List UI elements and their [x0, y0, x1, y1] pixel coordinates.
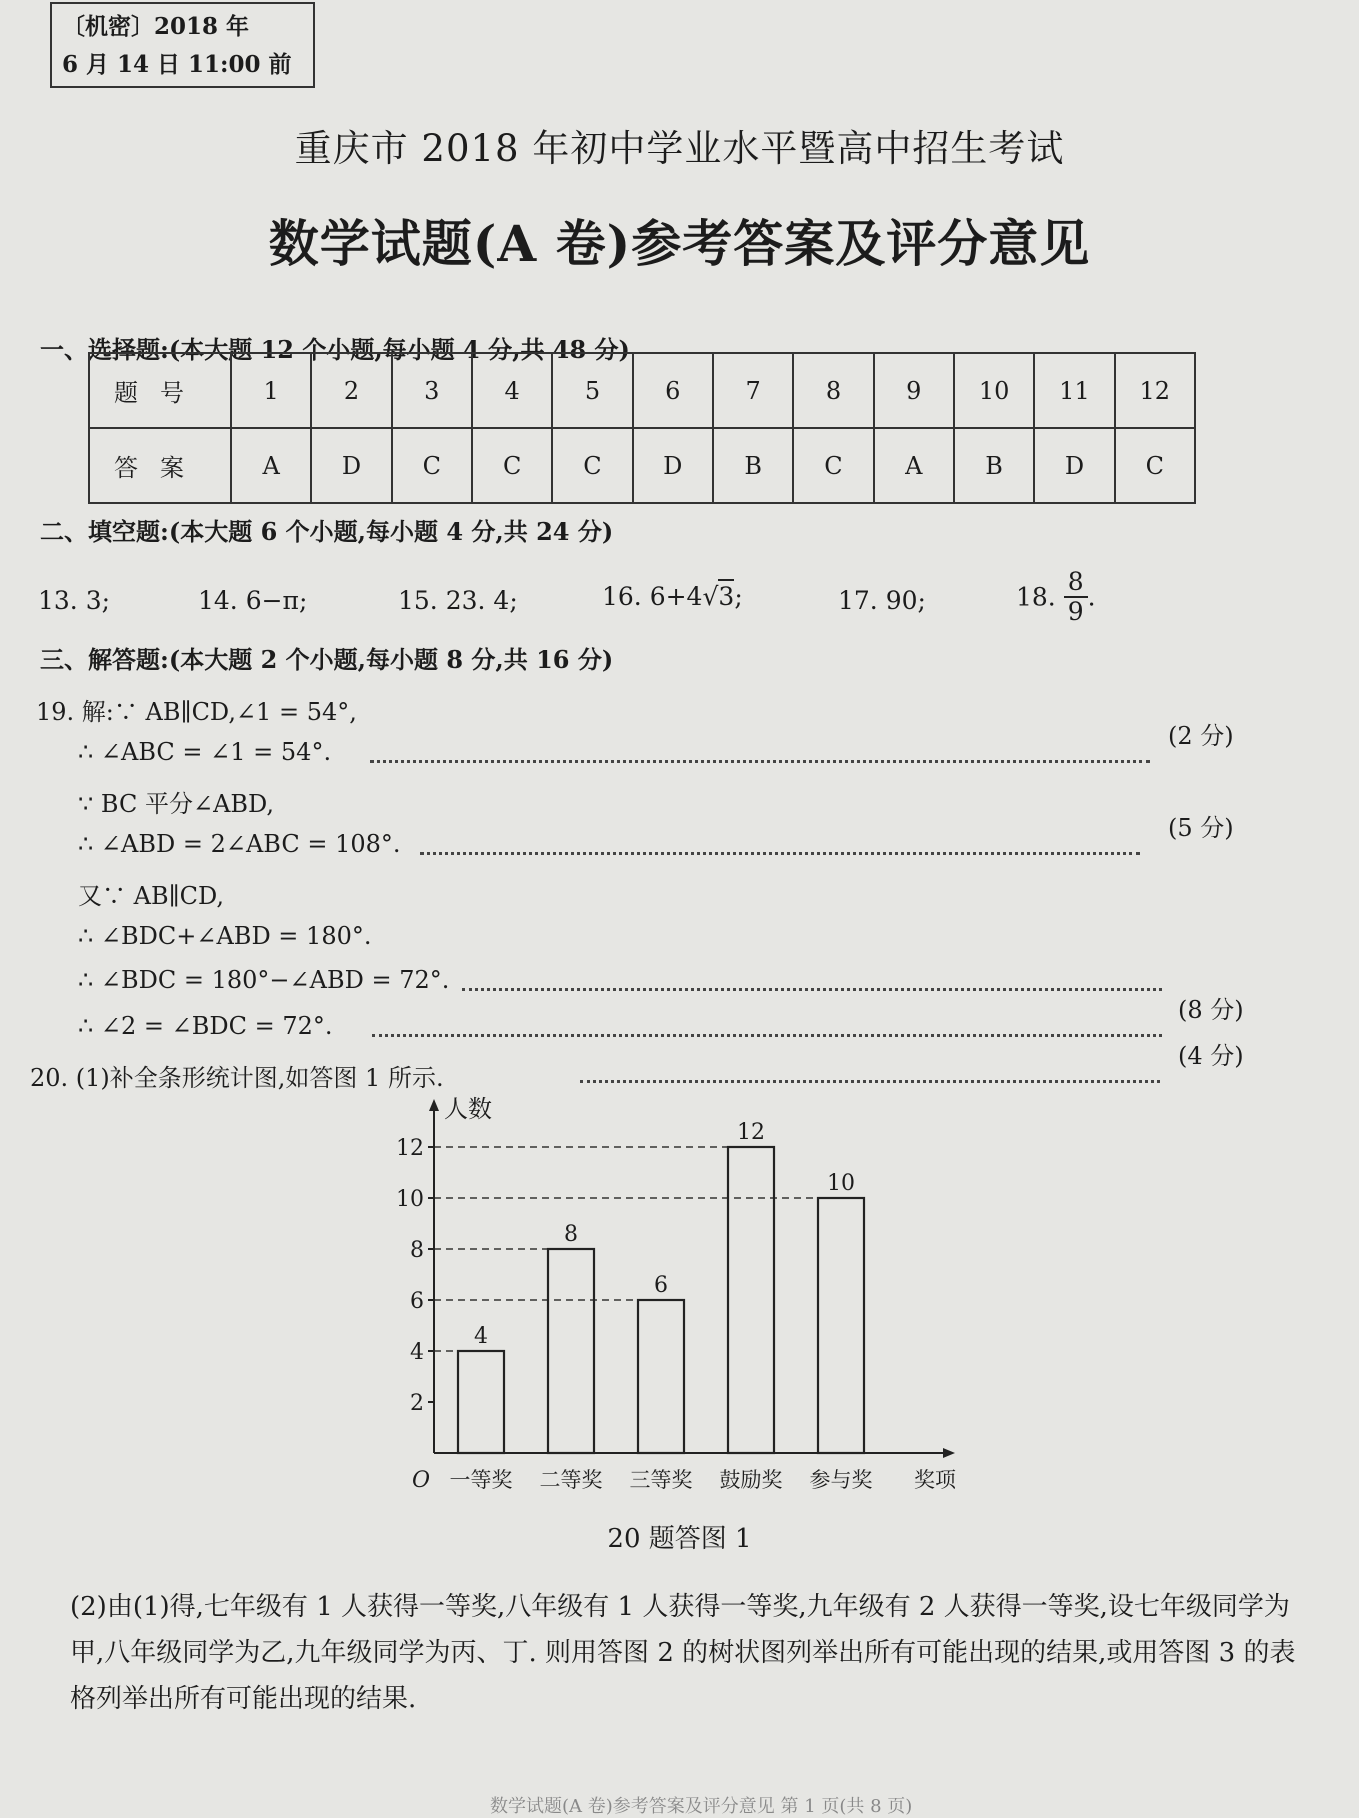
x-tick-label: 鼓励奖 [719, 1468, 783, 1492]
q-number: 1 [231, 353, 311, 428]
q20-part2: (2)由(1)得,七年级有 1 人获得一等奖,八年级有 1 人获得一等奖,九年级有 2 人获得一等奖,设七年级同学为甲,八年级同学为乙,九年级同学为丙、丁. 则用答图 2 的树状图列举出所有可能出现的结果,或用答图 3 的表格列举出所有可能出现的结果. [70, 1592, 1296, 1714]
q-number: 4 [472, 353, 552, 428]
q-answer: C [392, 428, 472, 503]
confidential-line-2: 6 月 14 日 11:00 前 [62, 51, 292, 78]
q-number: 10 [954, 353, 1034, 428]
page-footer: 数学试题(A 卷)参考答案及评分意见 第 1 页(共 8 页) [490, 1796, 913, 1817]
leader-dots [462, 988, 1162, 991]
leader-dots [580, 1080, 1160, 1083]
sqrt-icon: √ [702, 582, 719, 611]
q-answer: D [633, 428, 713, 503]
leader-dots [372, 1034, 1162, 1037]
y-axis-arrow-icon [429, 1099, 439, 1111]
q-number: 11 [1034, 353, 1114, 428]
answer-table-answer-row [89, 428, 1195, 503]
y-tick-label: 4 [410, 1340, 424, 1365]
answer-15: 15. 23. 4; [398, 586, 518, 615]
y-tick-label: 12 [396, 1136, 424, 1161]
bar [458, 1351, 504, 1453]
q-answer: A [874, 428, 954, 503]
q-number: 12 [1115, 353, 1195, 428]
x-tick-label: 二等奖 [539, 1468, 603, 1492]
q-answer: C [552, 428, 632, 503]
bar-value-label: 6 [654, 1273, 668, 1298]
y-tick-label: 10 [396, 1187, 424, 1212]
score-5: (5 分) [1168, 814, 1234, 842]
bar [728, 1147, 774, 1453]
q19-line-7: ∴ ∠BDC = 180°−∠ABD = 72°. [78, 966, 450, 994]
bar [638, 1300, 684, 1453]
q-answer: B [954, 428, 1034, 503]
x-tick-label: 参与奖 [809, 1468, 873, 1492]
q20-part1: 20. (1)补全条形统计图,如答图 1 所示. [30, 1064, 444, 1092]
answer-14: 14. 6−π; [198, 586, 308, 615]
confidential-box [50, 2, 315, 88]
bar [548, 1249, 594, 1453]
answer-table [88, 352, 1196, 504]
answer-13: 13. 3; [38, 586, 111, 615]
q19-line-1: 19. 解:∵ AB∥CD,∠1 = 54°, [36, 698, 357, 726]
answer-table-number-row [89, 353, 1195, 428]
q19-line-3: ∵ BC 平分∠ABD, [78, 790, 275, 818]
q-number: 5 [552, 353, 632, 428]
answer-16-suffix: ; [734, 582, 743, 611]
bar-value-label: 8 [564, 1222, 578, 1247]
q-answer: B [713, 428, 793, 503]
q19-line-8: ∴ ∠2 = ∠BDC = 72°. [78, 1012, 333, 1040]
x-tick-label: 三等奖 [629, 1468, 693, 1492]
q-answer: C [1115, 428, 1195, 503]
answer-16-prefix: 16. 6+4 [602, 582, 703, 611]
q-answer: D [1034, 428, 1114, 503]
section3-heading: 三、解答题:(本大题 2 个小题,每小题 8 分,共 16 分) [40, 645, 614, 674]
x-axis-arrow-icon [943, 1448, 955, 1458]
q-answer: C [793, 428, 873, 503]
x-axis-label: 奖项 [914, 1468, 956, 1492]
q-number: 2 [311, 353, 391, 428]
bar [818, 1198, 864, 1453]
answer-18-fraction [1064, 568, 1088, 626]
section2-heading: 二、填空题:(本大题 6 个小题,每小题 4 分,共 24 分) [40, 517, 614, 546]
answer-18 [1016, 568, 1096, 626]
bar-value-label: 4 [474, 1324, 488, 1349]
q19-line-2: ∴ ∠ABC = ∠1 = 54°. [78, 738, 332, 766]
q19-line-4: ∴ ∠ABD = 2∠ABC = 108°. [78, 830, 401, 858]
leader-dots [370, 760, 1150, 763]
answer-18-suffix: . [1087, 582, 1096, 612]
q-number: 8 [793, 353, 873, 428]
chart-caption: 20 题答图 1 [607, 1524, 752, 1554]
bar-value-label: 12 [737, 1120, 765, 1145]
leader-dots [420, 852, 1140, 855]
score-4: (4 分) [1178, 1042, 1244, 1070]
x-tick-label: 一等奖 [449, 1468, 513, 1492]
q-number: 6 [633, 353, 713, 428]
exam-title: 重庆市 2018 年初中学业水平暨高中招生考试 [294, 127, 1065, 170]
answer-17: 17. 90; [838, 586, 926, 615]
y-tick-label: 2 [410, 1391, 424, 1416]
section1-heading: 一、选择题:(本大题 12 个小题,每小题 4 分,共 48 分) [40, 335, 630, 364]
answer-18-denominator: 9 [1067, 597, 1084, 626]
q-answer: A [231, 428, 311, 503]
q-answer: D [311, 428, 391, 503]
q-number: 3 [392, 353, 472, 428]
answer-key-title: 数学试题(A 卷)参考答案及评分意见 [268, 214, 1091, 273]
label-answer: 答案 [89, 428, 231, 503]
confidential-line-1: 〔机密〕2018 年 [62, 13, 250, 40]
bar-chart [396, 1085, 960, 1505]
score-2: (2 分) [1168, 722, 1234, 750]
q19-line-6: ∴ ∠BDC+∠ABD = 180°. [78, 922, 372, 950]
q-number: 9 [874, 353, 954, 428]
answer-16 [602, 582, 743, 611]
bar-value-label: 10 [827, 1171, 855, 1196]
origin-label: O [411, 1468, 430, 1493]
score-8: (8 分) [1178, 996, 1244, 1024]
label-number: 题号 [89, 353, 231, 428]
answer-18-prefix: 18. [1016, 582, 1056, 612]
answer-18-numerator: 8 [1064, 568, 1088, 598]
answer-16-radicand: 3 [718, 579, 734, 611]
y-axis-label: 人数 [444, 1095, 492, 1123]
q-answer: C [472, 428, 552, 503]
q19-line-5: 又∵ AB∥CD, [78, 882, 225, 910]
y-tick-label: 8 [410, 1238, 424, 1263]
y-tick-label: 6 [410, 1289, 424, 1314]
q-number: 7 [713, 353, 793, 428]
